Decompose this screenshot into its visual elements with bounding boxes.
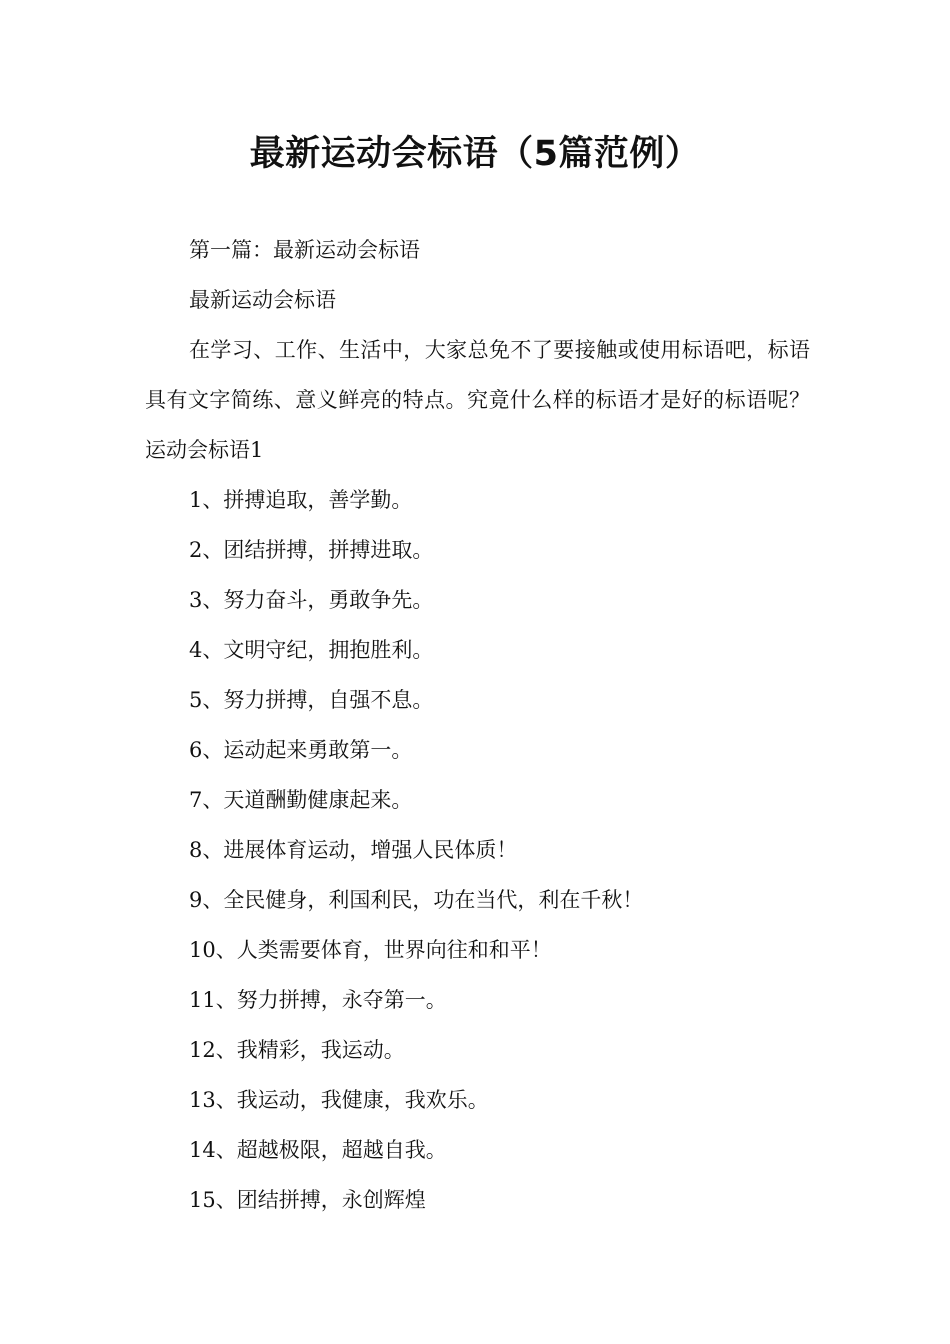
list-item: 2、团结拼搏，拼搏进取。: [189, 538, 434, 562]
list-item: 8、进展体育运动，增强人民体质！: [189, 838, 518, 862]
list-item: 1、拼搏追取，善学勤。: [189, 488, 413, 512]
list-item: 11、努力拼搏，永夺第一。: [189, 988, 447, 1012]
list-item: 13、我运动，我健康，我欢乐。: [189, 1088, 489, 1112]
list-item: 9、全民健身，利国利民，功在当代，利在千秋！: [189, 888, 644, 912]
list-item: 12、我精彩，我运动。: [189, 1038, 405, 1062]
list-item: 3、努力奋斗，勇敢争先。: [189, 588, 434, 612]
list-item: 10、人类需要体育，世界向往和和平！: [189, 938, 552, 962]
list-item: 4、文明守纪，拥抱胜利。: [189, 638, 434, 662]
section-heading: 第一篇：最新运动会标语: [189, 238, 420, 262]
document-title: 最新运动会标语（5篇范例）: [249, 134, 701, 174]
subheading: 最新运动会标语: [189, 288, 336, 312]
list-item: 7、天道酬勤健康起来。: [189, 788, 413, 812]
list-item: 6、运动起来勇敢第一。: [189, 738, 413, 762]
list-item: 15、团结拼搏，永创辉煌: [189, 1188, 426, 1212]
intro-paragraph: 在学习、工作、生活中，大家总免不了要接触或使用标语吧，标语具有文字简练、意义鲜亮的特点。究竟什么样的标语才是好的标语呢？运动会标语1: [145, 338, 810, 462]
list-item: 14、超越极限，超越自我。: [189, 1138, 447, 1162]
list-item: 5、努力拼搏，自强不息。: [189, 688, 434, 712]
document-body: [145, 225, 810, 1225]
